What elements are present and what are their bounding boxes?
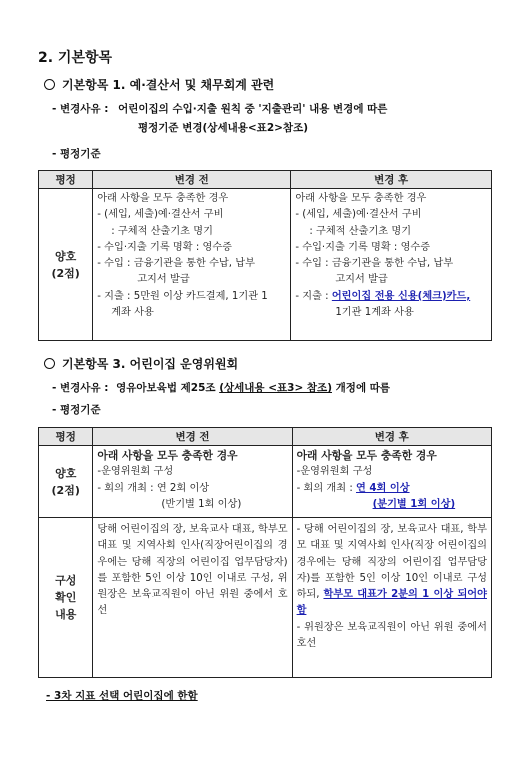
highlight-meeting-period: (분기별 1회 이상) [372, 498, 456, 510]
page-heading: 2. 기본항목 [38, 50, 113, 66]
col-header-before: 변경 전 [93, 428, 292, 446]
highlight-card-text: 어린이집 전용 신용(체크)카드, [331, 290, 471, 302]
row-label-good: 양호 (2점) [39, 189, 93, 341]
circle-bullet-icon [44, 79, 55, 90]
section2-criteria: - 평정기준 [52, 404, 101, 416]
col-header-rating: 평정 [39, 171, 93, 189]
footer-note: - 3차 지표 선택 어린이집에 한함 [46, 690, 198, 702]
circle-bullet-icon [44, 358, 55, 369]
section2-reason: - 변경사유 : 영유아보육법 제25조 (상세내용 <표3> 참조) 개정에 따름 [52, 382, 391, 394]
cell-after: 아래 사항을 모두 충족한 경우 - (세입, 세출)예·결산서 구비 : 구체적 산출기초 명기 - 수입·지출 기록 명확 : 영수증 - 수입 : 금융기관을 통한 수납, 납부 고지서 발급 - 지출 : 어린이집 전용 신용(체크)카드, 1기관 1계좌 사용 [291, 189, 492, 341]
reason-link: (상세내용 <표3> 참조) [219, 382, 332, 394]
section1-reason-cont: 평정기준 변경(상세내용<표2>참조) [138, 122, 309, 134]
section1-criteria: - 평정기준 [52, 148, 101, 160]
cell-before: 아래 사항을 모두 충족한 경우 -운영위원회 구성 - 회의 개최 : 연 2회 이상 (반기별 1회 이상) [93, 446, 292, 518]
highlight-parent-ratio: 학부모 대표가 2분의 1 이상 되어야 함 [296, 589, 487, 617]
cell-before: 아래 사항을 모두 충족한 경우 - (세입, 세출)예·결산서 구비 : 구체적 산출기초 명기 - 수입·지출 기록 명확 : 영수증 - 수입 : 금융기관을 통한 수납, 납부 고지서 발급 - 지출 : 5만원 이상 카드결제, 1기관 1 계좌 사용 [93, 189, 291, 341]
row-label-good: 양호 (2점) [39, 446, 93, 518]
section1-table [38, 170, 492, 341]
section2-title: 기본항목 3. 어린이집 운영위원회 [44, 355, 238, 372]
col-header-after: 변경 후 [291, 171, 492, 189]
highlight-meeting-count: 연 4회 이상 [356, 482, 410, 494]
col-header-after: 변경 후 [292, 428, 491, 446]
col-header-rating: 평정 [39, 428, 93, 446]
section2-table [38, 427, 492, 678]
section1-title: 기본항목 1. 예·결산서 및 채무회계 관련 [44, 76, 274, 93]
cell-after: 아래 사항을 모두 충족한 경우 -운영위원회 구성 - 회의 개최 : 연 4회 이상 (분기별 1회 이상) [292, 446, 491, 518]
col-header-before: 변경 전 [93, 171, 291, 189]
cell-after: - 당해 어린이집의 장, 보육교사 대표, 학부모 대표 및 지역사회 인사(직장 어린이집의 경우에는 당해 직장의 어린이집 업무담당자)를 포함한 5인 이상 10인 이내로 구성하되, 학부모 대표가 2분의 1 이상 되어야 함 - 위원장은 보육교직원이 아닌 위원 중에서 호선 [292, 518, 491, 678]
row-label-composition: 구성 확인 내용 [39, 518, 93, 678]
cell-before: 당해 어린이집의 장, 보육교사 대표, 학부모 대표 및 지역사회 인사(직장어린이집의 경우에는 당해 직장의 어린이집 업무담당자)를 포함한 5인 이상 10인 이내로 구성, 위원장은 보육교직원이 아닌 위원 중에서 호선 [93, 518, 292, 678]
section1-reason: - 변경사유 : 어린이집의 수입·지출 원칙 중 '지출관리' 내용 변경에 따른 [52, 103, 388, 115]
